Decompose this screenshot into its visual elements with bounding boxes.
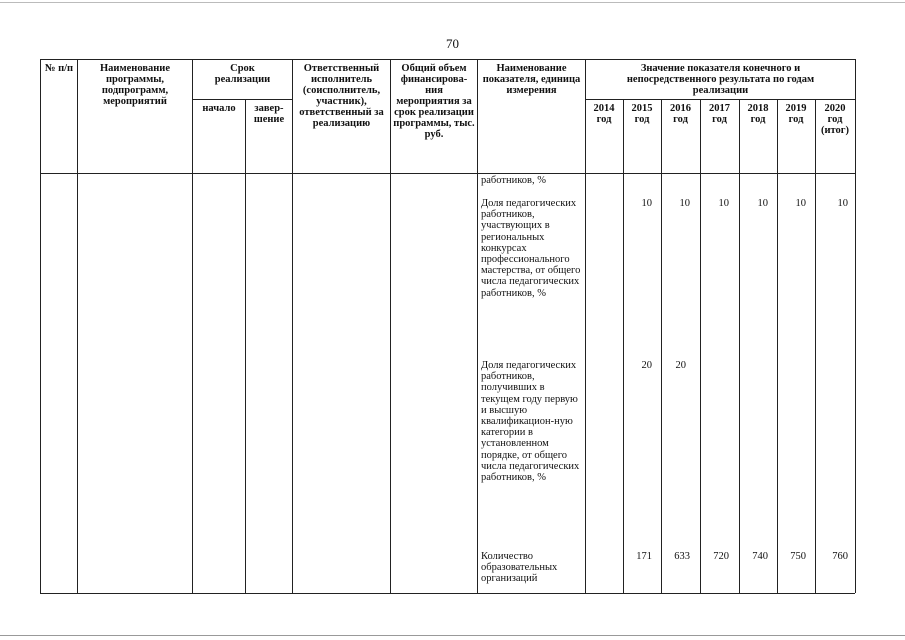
header-term-start: начало: [202, 103, 236, 114]
value-cell: 633: [674, 551, 690, 562]
header-bottom-border: [40, 173, 855, 174]
value-cell: 720: [713, 551, 729, 562]
value-cell: 10: [757, 198, 768, 209]
col-border: [245, 99, 246, 593]
value-cell: 760: [832, 551, 848, 562]
value-cell: 20: [641, 360, 652, 371]
header-term: Срок реализации: [214, 63, 271, 85]
value-cell: 10: [718, 198, 729, 209]
value-cell: 10: [641, 198, 652, 209]
col-border: [700, 99, 701, 593]
header-year-2020: 2020 год (итог): [820, 103, 850, 136]
scan-edge-top: [0, 2, 905, 3]
value-cell: 750: [790, 551, 806, 562]
col-border: [192, 59, 193, 593]
col-border: [661, 99, 662, 593]
indicator-text: Доля педагогических работников, участвующих в региональных конкурсах профессионального мастерства, от общего числа педагогических работников, %: [481, 198, 581, 299]
col-border: [777, 99, 778, 593]
header-program: Наименование программы, подпрограмм, мероприятий: [100, 63, 170, 107]
col-border: [855, 59, 856, 593]
indicator-text: Доля педагогических работников, получивших в текущем году первую и высшую квалификацион-ную категории в установленном порядке, от общего числа педагогических работников, %: [481, 360, 580, 484]
header-year-2019: 2019 год: [785, 103, 807, 125]
col-border: [623, 99, 624, 593]
col-border: [815, 99, 816, 593]
value-cell: 20: [675, 360, 686, 371]
col-border: [292, 59, 293, 593]
indicator-text: Количество образовательных организаций: [481, 551, 558, 585]
table-top-border: [40, 59, 855, 60]
header-year-2015: 2015 год: [631, 103, 653, 125]
table-bottom-border: [40, 593, 855, 594]
col-border: [739, 99, 740, 593]
header-year-2014: 2014 год: [593, 103, 615, 125]
header-indicator: Наименование показателя, единица измерения: [482, 63, 581, 96]
scan-edge-bottom: [0, 635, 905, 636]
indicator-text: работников, %: [481, 175, 546, 186]
term-subheader-border: [192, 99, 292, 100]
header-executor: Ответственный исполнитель (соисполнитель, участник), ответственный за реализацию: [299, 63, 384, 129]
value-cell: 171: [636, 551, 652, 562]
page-number: 70: [446, 36, 459, 51]
col-border: [477, 59, 478, 593]
header-num: № п/п: [44, 63, 74, 74]
value-cell: 10: [795, 198, 806, 209]
value-cell: 10: [679, 198, 690, 209]
header-values-group: Значение показателя конечного и непосредственного результата по годам реализации: [626, 63, 815, 96]
value-cell: 740: [752, 551, 768, 562]
col-border: [40, 59, 41, 593]
col-border: [77, 59, 78, 593]
header-term-end: завер-шение: [253, 103, 285, 125]
header-financing: Общий объем финансирова-ния мероприятия за срок реализации программы, тыс. руб.: [393, 63, 475, 140]
value-cell: 10: [837, 198, 848, 209]
header-year-2016: 2016 год: [670, 103, 691, 125]
header-year-2017: 2017 год: [709, 103, 730, 125]
col-border: [585, 59, 586, 593]
header-year-2018: 2018 год: [747, 103, 769, 125]
col-border: [390, 59, 391, 593]
